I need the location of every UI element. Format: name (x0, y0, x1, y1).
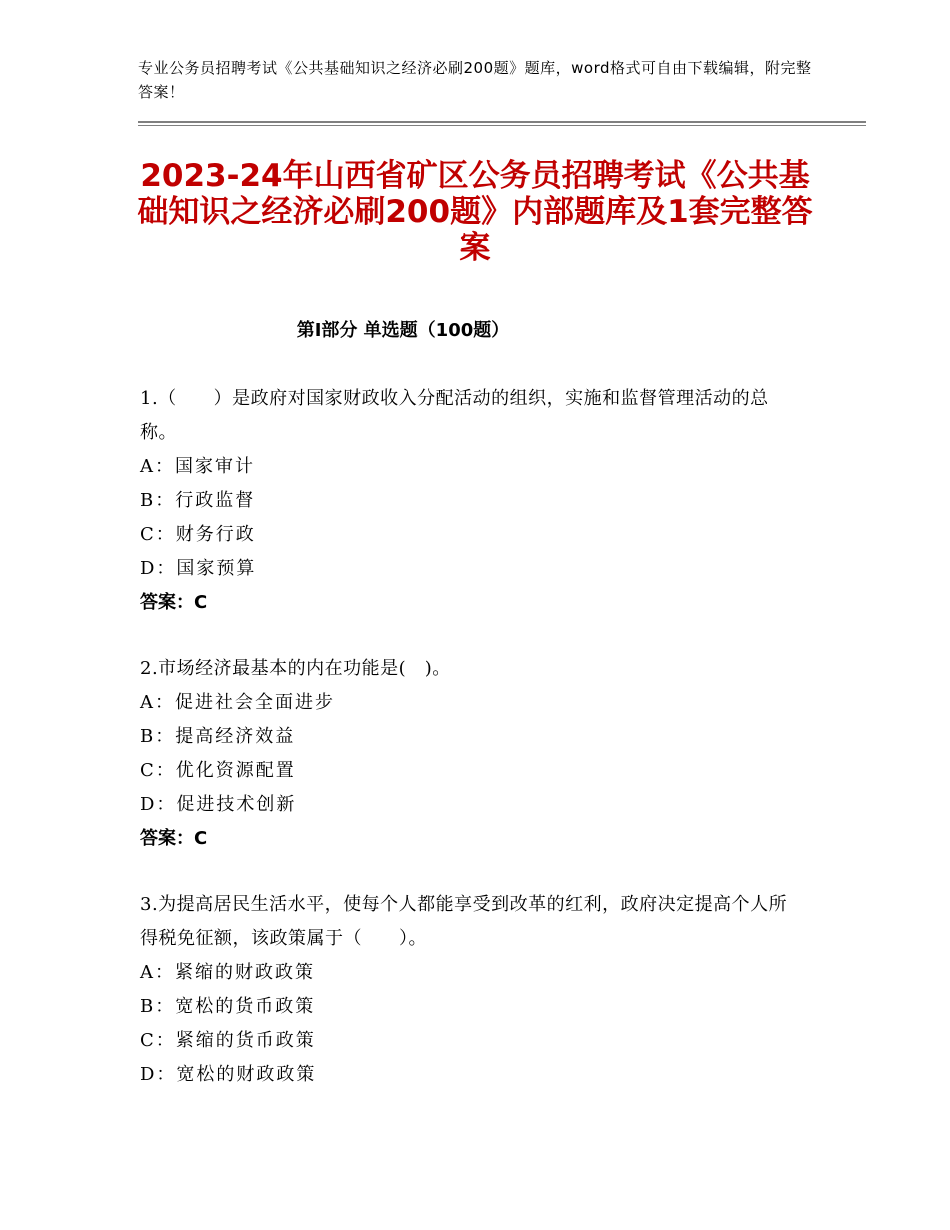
question-stem: 1.（ ）是政府对国家财政收入分配活动的组织，实施和监督管理活动的总称。 (140, 388, 769, 443)
option-a: A：国家审计 (140, 456, 255, 477)
option-b: B：宽松的货币政策 (140, 996, 316, 1017)
option-c: C：紧缩的货币政策 (140, 1030, 316, 1051)
option-a: A：紧缩的财政政策 (140, 962, 315, 983)
option-d: D：宽松的财政政策 (140, 1064, 317, 1085)
question-1 (140, 382, 800, 620)
answer: 答案：C (140, 592, 208, 613)
option-d: D：促进技术创新 (140, 794, 297, 815)
question-stem: 2.市场经济最基本的内在功能是( )。 (140, 658, 451, 679)
option-c: C：优化资源配置 (140, 760, 296, 781)
header-rule-thin (138, 125, 866, 126)
question-stem: 3.为提高居民生活水平，使每个人都能享受到改革的红利，政府决定提高个人所得税免征额，该政策属于（ ）。 (140, 894, 788, 949)
option-a: A：促进社会全面进步 (140, 692, 335, 713)
section-title: 第Ⅰ部分 单选题（100题） (296, 320, 510, 341)
option-b: B：提高经济效益 (140, 726, 296, 747)
answer: 答案：C (140, 828, 208, 849)
option-d: D：国家预算 (140, 558, 257, 579)
question-3 (140, 888, 800, 1092)
question-list (140, 382, 800, 1124)
option-c: C：财务行政 (140, 524, 256, 545)
header-rule-thick (138, 121, 866, 123)
header-note: 专业公务员招聘考试《公共基础知识之经济必刷200题》题库，word格式可自由下载编辑，附完整答案！ (138, 59, 812, 101)
question-2 (140, 652, 800, 856)
option-b: B：行政监督 (140, 490, 256, 511)
document-title: 2023-24年山西省矿区公务员招聘考试《公共基础知识之经济必刷200题》内部题库及1套完整答案 (137, 158, 813, 266)
